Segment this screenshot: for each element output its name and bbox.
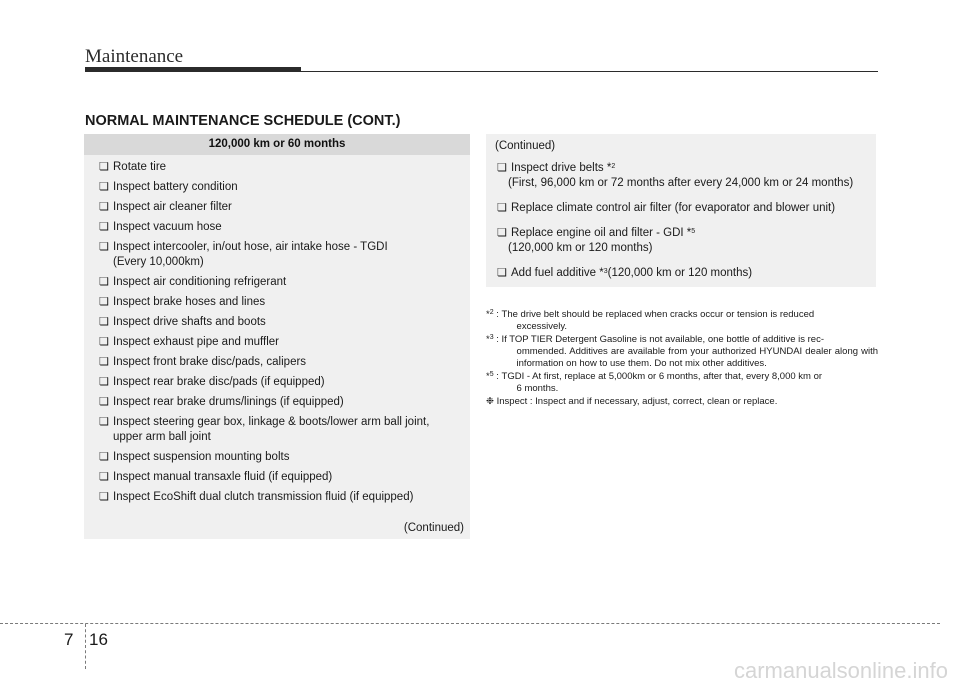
footnote-marker bbox=[486, 396, 497, 408]
maintenance-item-list bbox=[84, 155, 470, 505]
footnote-separator: : bbox=[493, 309, 502, 320]
footnotes bbox=[486, 309, 878, 409]
footnote-number: 5 bbox=[489, 371, 494, 378]
checkbox-icon: ❏ bbox=[99, 316, 109, 328]
checkbox-icon: ❏ bbox=[99, 336, 109, 348]
item-text: Inspect EcoShift dual clutch transmission fluid (if equipped) bbox=[113, 491, 414, 503]
list-item bbox=[497, 266, 876, 281]
item-text: Inspect exhaust pipe and muffler bbox=[113, 336, 280, 348]
footnote-continuation: excessively. bbox=[516, 321, 568, 332]
item-text: Rotate tire bbox=[113, 161, 167, 173]
item-text: Replace engine oil and filter - GDI * bbox=[511, 227, 692, 239]
list-item bbox=[99, 295, 470, 310]
list-item bbox=[99, 180, 470, 195]
list-item bbox=[497, 201, 876, 216]
item-text: Add fuel additive * bbox=[511, 267, 604, 279]
list-item bbox=[99, 395, 470, 410]
item-text: Inspect brake hoses and lines bbox=[113, 296, 266, 308]
footnote-continuation: 6 months. bbox=[516, 383, 559, 394]
item-subtext: (120,000 km or 120 months) bbox=[508, 242, 653, 254]
schedule-panel-continued bbox=[486, 134, 876, 287]
interval-header: 120,000 km or 60 months bbox=[84, 134, 470, 155]
footnote-separator: : bbox=[493, 371, 502, 382]
footnote-continuation: ommended. Additives are available from your authorized HYUNDAI dealer along with information on how to use them. Do not mix other additives. bbox=[516, 346, 878, 369]
checkbox-icon: ❏ bbox=[99, 451, 109, 463]
checkbox-icon: ❏ bbox=[99, 471, 109, 483]
footnote-marker bbox=[486, 371, 502, 395]
checkbox-icon: ❏ bbox=[99, 201, 109, 213]
item-text: Inspect vacuum hose bbox=[113, 221, 222, 233]
checkbox-icon: ❏ bbox=[99, 491, 109, 503]
item-text: Inspect suspension mounting bolts bbox=[113, 451, 290, 463]
section-title: Maintenance bbox=[85, 46, 184, 67]
list-item bbox=[99, 335, 470, 350]
item-subtext: (Every 10,000km) bbox=[113, 256, 204, 268]
footnote-text bbox=[502, 371, 878, 395]
footer-dashed-divider bbox=[85, 624, 86, 669]
item-text: Replace climate control air filter (for evaporator and blower unit) bbox=[511, 202, 836, 214]
list-item bbox=[99, 355, 470, 370]
item-text: Inspect battery condition bbox=[113, 181, 238, 193]
item-text: Inspect air conditioning refrigerant bbox=[113, 276, 287, 288]
list-item bbox=[99, 470, 470, 485]
item-text: Inspect drive shafts and boots bbox=[113, 316, 266, 328]
footnote-ref: 3 bbox=[603, 268, 608, 275]
footnote-marker bbox=[486, 334, 502, 370]
schedule-panel-120000km bbox=[84, 134, 470, 539]
item-text: Inspect air cleaner filter bbox=[113, 201, 232, 213]
maintenance-item-list bbox=[486, 161, 876, 281]
footnote-symbol: * bbox=[486, 371, 490, 382]
list-item bbox=[497, 161, 876, 191]
list-item bbox=[99, 275, 470, 290]
list-item bbox=[99, 220, 470, 235]
footnote-ref: 2 bbox=[611, 163, 616, 170]
checkbox-icon: ❏ bbox=[497, 162, 507, 174]
footnote-symbol: * bbox=[486, 334, 490, 345]
checkbox-icon: ❏ bbox=[99, 356, 109, 368]
footnote-number: 2 bbox=[489, 309, 494, 316]
footnote-text bbox=[502, 309, 878, 333]
footer-dashed-rule bbox=[0, 623, 940, 624]
item-text: Inspect drive belts * bbox=[511, 162, 612, 174]
checkbox-icon: ❏ bbox=[99, 221, 109, 233]
header-rule-thin bbox=[301, 71, 878, 72]
item-subtext: upper arm ball joint bbox=[113, 431, 211, 443]
footnote-number: 3 bbox=[489, 334, 494, 341]
footnote-line: TGDI - At first, replace at 5,000km or 6 months, after that, every 8,000 km or bbox=[501, 371, 823, 382]
checkbox-icon: ❏ bbox=[497, 227, 507, 239]
continued-label: (Continued) bbox=[403, 522, 464, 534]
checkbox-icon: ❏ bbox=[99, 276, 109, 288]
footnote-symbol: ❉ bbox=[486, 396, 494, 407]
item-text: Inspect intercooler, in/out hose, air intake hose - TGDI bbox=[113, 241, 388, 253]
list-item bbox=[99, 450, 470, 465]
checkbox-icon: ❏ bbox=[99, 181, 109, 193]
list-item bbox=[99, 375, 470, 390]
footnote-text bbox=[497, 396, 878, 408]
item-subtext: (First, 96,000 km or 72 months after every 24,000 km or 24 months) bbox=[508, 177, 854, 189]
list-item bbox=[99, 200, 470, 215]
page-heading: NORMAL MAINTENANCE SCHEDULE (CONT.) bbox=[85, 113, 401, 129]
footnote-line: The drive belt should be replaced when cracks occur or tension is reduced bbox=[501, 309, 815, 320]
list-item bbox=[99, 415, 470, 445]
checkbox-icon: ❏ bbox=[99, 416, 109, 428]
footnote-line: Inspect : Inspect and if necessary, adjust, correct, clean or replace. bbox=[496, 396, 778, 407]
item-text: Inspect rear brake drums/linings (if equipped) bbox=[113, 396, 344, 408]
continued-label: (Continued) bbox=[495, 140, 556, 152]
footnote bbox=[486, 371, 878, 395]
list-item bbox=[497, 226, 876, 256]
checkbox-icon: ❏ bbox=[497, 267, 507, 279]
footnote-text bbox=[502, 334, 878, 370]
footnote bbox=[486, 309, 878, 333]
list-item bbox=[99, 160, 470, 175]
watermark: carmanualsonline.info bbox=[733, 658, 948, 683]
checkbox-icon: ❏ bbox=[99, 241, 109, 253]
footnote-marker bbox=[486, 309, 502, 333]
item-after: (120,000 km or 120 months) bbox=[607, 267, 753, 279]
header-rule-thick bbox=[85, 67, 301, 72]
page-number: 16 bbox=[89, 630, 108, 649]
item-text: Inspect steering gear box, linkage & boots/lower arm ball joint, bbox=[113, 416, 430, 428]
footnote-ref: 5 bbox=[691, 228, 696, 235]
list-item bbox=[99, 240, 470, 270]
checkbox-icon: ❏ bbox=[99, 396, 109, 408]
footnote bbox=[486, 396, 878, 408]
footnote-line: If TOP TIER Detergent Gasoline is not available, one bottle of additive is rec- bbox=[501, 334, 825, 345]
footnote-symbol: * bbox=[486, 309, 490, 320]
list-item bbox=[99, 315, 470, 330]
checkbox-icon: ❏ bbox=[99, 161, 109, 173]
item-text: Inspect rear brake disc/pads (if equipped) bbox=[113, 376, 325, 388]
item-text: Inspect manual transaxle fluid (if equipped) bbox=[113, 471, 333, 483]
checkbox-icon: ❏ bbox=[99, 296, 109, 308]
list-item bbox=[99, 490, 470, 505]
checkbox-icon: ❏ bbox=[497, 202, 507, 214]
footnote-separator: : bbox=[493, 334, 502, 345]
chapter-number: 7 bbox=[64, 630, 74, 649]
footnote bbox=[486, 334, 878, 370]
item-text: Inspect front brake disc/pads, calipers bbox=[113, 356, 307, 368]
checkbox-icon: ❏ bbox=[99, 376, 109, 388]
